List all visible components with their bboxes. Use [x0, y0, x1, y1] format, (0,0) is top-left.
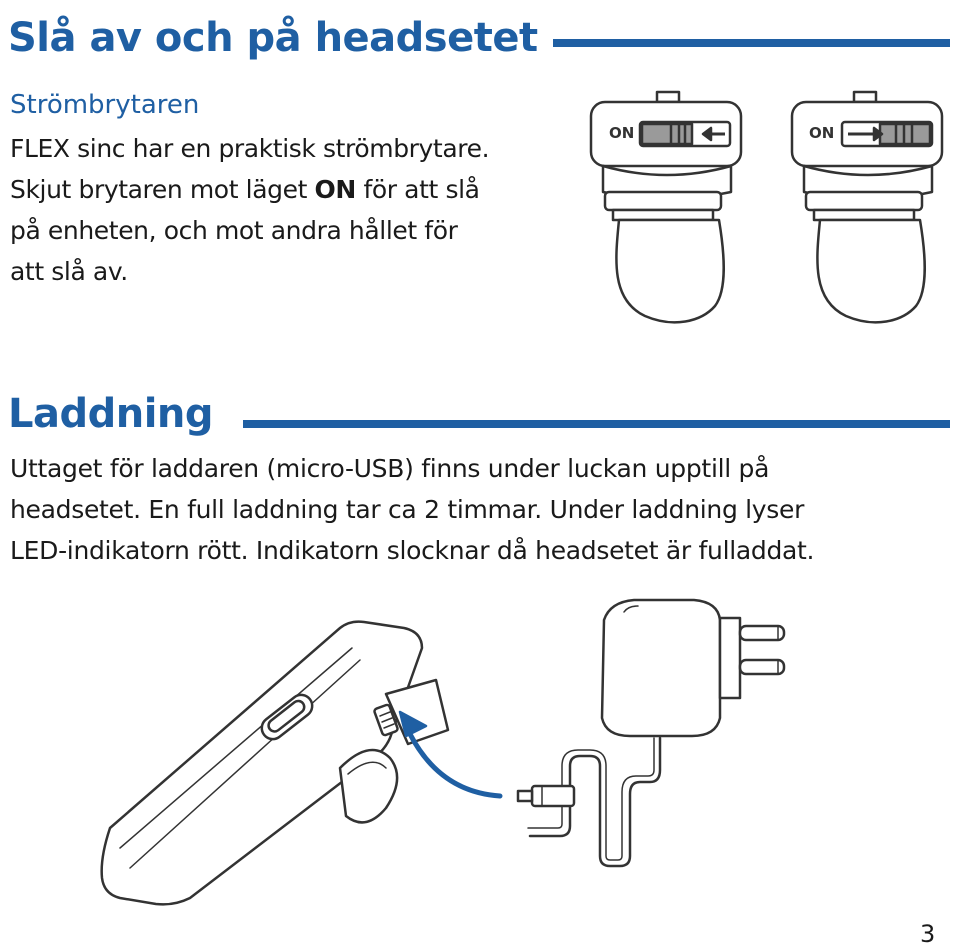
power-switch-illustration	[585, 88, 950, 328]
subheading-power-switch: Strömbrytaren	[10, 90, 200, 120]
paragraph-line: headsetet. En full laddning tar ca 2 timmar. Under laddning lyser	[10, 495, 805, 524]
charger-illustration	[518, 600, 784, 866]
power-switch-paragraph	[10, 128, 570, 292]
paragraph-line: att slå av.	[10, 257, 128, 286]
charging-paragraph	[10, 448, 955, 571]
page-number: 3	[920, 920, 936, 948]
switch-label-right: ON	[809, 124, 835, 142]
on-emphasis: ON	[314, 175, 356, 204]
paragraph-line: Uttaget för laddaren (micro-USB) finns under luckan upptill på	[10, 454, 770, 483]
arrow-icon	[410, 734, 500, 796]
heading-rule	[243, 420, 950, 428]
switch-label-left: ON	[609, 124, 635, 142]
headset-illustration	[102, 622, 448, 905]
text-fragment: Skjut brytaren mot läget	[10, 175, 315, 204]
section-heading-power: Slå av och på headsetet	[8, 15, 538, 61]
heading-rule	[553, 39, 950, 47]
text-fragment: för att slå	[355, 175, 480, 204]
paragraph-line: FLEX sinc har en praktisk strömbrytare.	[10, 134, 490, 163]
section-heading-charging: Laddning	[8, 391, 214, 437]
paragraph-line: LED-indikatorn rött. Indikatorn slocknar då headsetet är fulladdat.	[10, 536, 815, 565]
paragraph-line: på enheten, och mot andra hållet för	[10, 216, 458, 245]
charging-illustration	[90, 598, 810, 910]
paragraph-line	[10, 169, 570, 210]
